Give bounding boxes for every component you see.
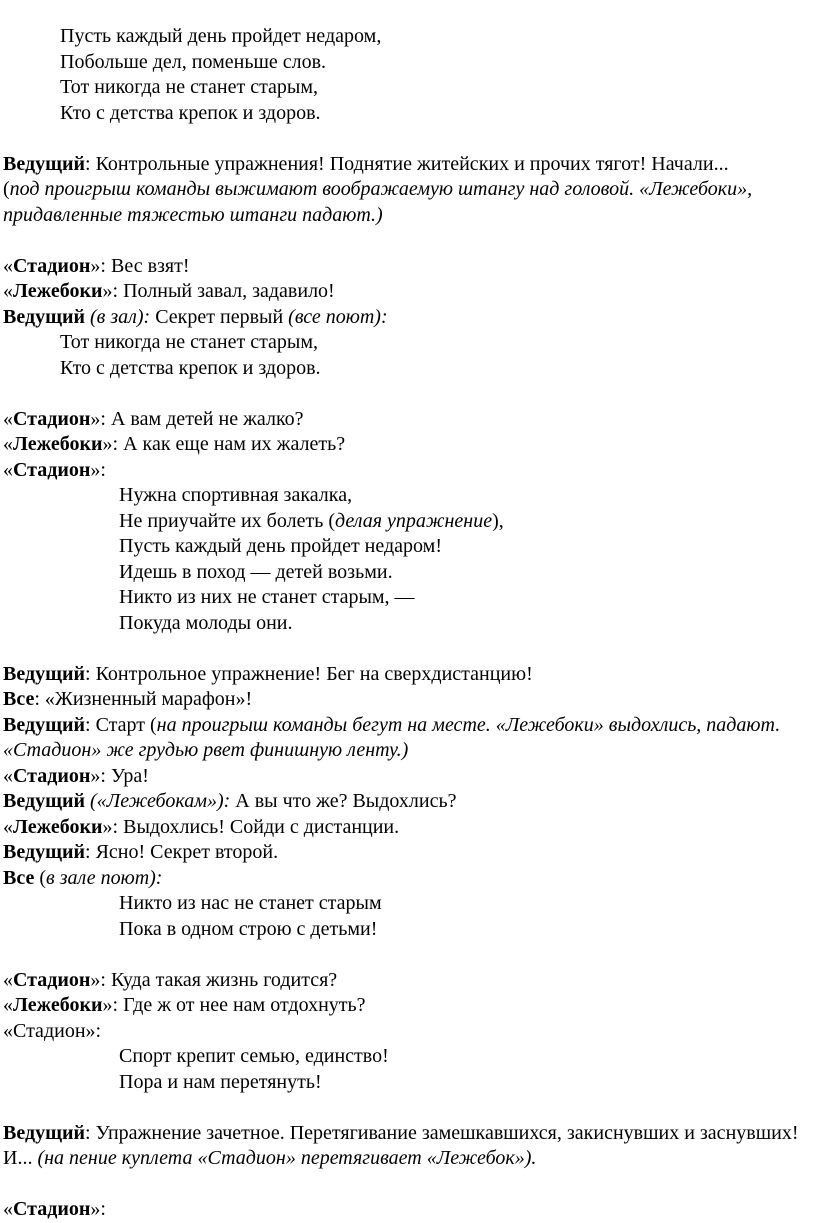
verse-line: Пусть каждый день пройдет недаром,: [60, 25, 382, 47]
verse-line: Пока в одном строю с детьми!: [119, 917, 378, 940]
stage-direction: («Лежебокам»):: [85, 790, 231, 812]
speaker-name: Стадион: [13, 407, 91, 430]
dialogue-text: :: [100, 1198, 106, 1220]
stage-direction: делая упражнение: [334, 509, 493, 532]
speaker-name: Стадион: [13, 458, 91, 481]
dialogue-line: «Стадион»:: [3, 458, 106, 481]
verse-line: Тот никогда не станет старым,: [60, 331, 319, 353]
dialogue-text: : Старт (: [85, 713, 157, 736]
dialogue-text: :: [100, 458, 106, 481]
dialogue-line: «Стадион»: Вес взят!: [3, 254, 190, 277]
speaker-name: Лежебоки: [13, 433, 103, 455]
dialogue-text: : Выдохлись! Сойди с дистанции.: [112, 815, 400, 838]
stage-direction: (все поют):: [288, 305, 388, 328]
dialogue-line: [3, 713, 803, 764]
verse-line: Никто из нас не станет старым: [119, 892, 382, 914]
verse-stanza-2: [3, 330, 803, 381]
verse-line: Покуда молоды они.: [119, 611, 293, 634]
speaker-name: Ведущий: [3, 841, 86, 863]
dialogue-text: : Ура!: [100, 764, 149, 787]
speaker-name: Стадион: [13, 764, 91, 787]
stage-direction: (в зал):: [85, 305, 151, 328]
speaker-name: Ведущий: [3, 713, 86, 736]
speaker-name: Ведущий: [3, 662, 86, 685]
dialogue-text: : Упражнение зачетное. Перетягивание замешкавшихся, закиснувших и заснувших! И...: [3, 1121, 799, 1169]
verse-line: Никто из них не станет старым, —: [119, 586, 415, 608]
stage-direction: (на пение куплета «Стадион» перетягивает «Лежебок»).: [37, 1147, 537, 1169]
paren: (: [3, 178, 10, 200]
dialogue-text: : «Жизненный марафон»!: [34, 688, 253, 710]
speaker-name: Ведущий: [3, 790, 86, 812]
verse-line: Не приучайте их болеть (делая упражнение),: [119, 509, 504, 532]
verse-line: Спорт крепит семью, единство!: [119, 1045, 389, 1067]
dialogue-line: «Лежебоки»: Выдохлись! Сойди с дистанции.: [3, 815, 400, 838]
dialogue-text: : Контрольное упражнение! Бег на сверхдистанцию!: [85, 662, 533, 685]
verse-line: Побольше дел, поменьше слов.: [60, 50, 327, 73]
stage-direction: на проигрыш команды бегут на месте. «Лежебоки» выдохлись, падают. «Стадион» же грудью рвет финишную ленту.): [3, 713, 781, 761]
dialogue-line: «Лежебоки»: Где ж от нее нам отдохнуть?: [3, 994, 366, 1016]
dialogue-text: : Где ж от нее нам отдохнуть?: [112, 994, 366, 1016]
verse-stanza-5: [3, 1044, 803, 1095]
speaker-name: Лежебоки: [13, 815, 103, 838]
dialogue-line: [3, 305, 803, 331]
dialogue-line: «Лежебоки»: Полный завал, задавило!: [3, 280, 335, 302]
verse-line: Идешь в поход — детей возьми.: [119, 560, 393, 583]
verse-line: Пора и нам перетянуть!: [119, 1070, 322, 1093]
speaker-name: Стадион: [13, 1198, 91, 1220]
dialogue-line: Все (в зале поют):: [3, 866, 163, 889]
speaker-name: Лежебоки: [13, 280, 103, 302]
speaker-name: Стадион: [13, 254, 91, 277]
dialogue-line: [3, 840, 803, 866]
verse-line: Кто с детства крепок и здоров.: [60, 101, 321, 124]
dialogue-line: «Стадион»: Куда такая жизнь годится?: [3, 968, 338, 991]
verse-line: Нужна спортивная закалка,: [119, 484, 353, 506]
dialogue-line: [3, 789, 803, 815]
stage-direction: в зале поют):: [46, 866, 163, 889]
paragraph-host-exercises: [3, 152, 803, 229]
speaker-name: Ведущий: [3, 1121, 86, 1144]
dialogue-text: : Контрольные упражнения! Поднятие житейских и прочих тягот! Начали...: [85, 152, 729, 175]
dialogue-line: «Стадион»: А вам детей не жалко?: [3, 407, 304, 430]
dialogue-line: «Стадион»:: [3, 1198, 106, 1220]
stage-direction: под проигрыш команды выжимают воображаемую штангу над головой. «Лежебоки», придавленные тяжестью штанги падают.): [3, 178, 753, 226]
dialogue-text: Секрет первый: [150, 305, 289, 328]
verse-stanza-1: [3, 24, 803, 126]
dialogue-text: А вы что же? Выдохлись?: [230, 790, 457, 812]
document-page: [3, 24, 803, 1223]
dialogue-text: : Ясно! Секрет второй.: [85, 841, 279, 863]
dialogue-text: : Вес взят!: [100, 254, 190, 277]
verse-line: Кто с детства крепок и здоров.: [60, 356, 321, 379]
speaker-name: Ведущий: [3, 305, 86, 328]
dialogue-line: [3, 662, 803, 688]
dialogue-text: : Куда такая жизнь годится?: [100, 968, 338, 991]
dialogue-line: [3, 687, 803, 713]
verse-stanza-3: [3, 483, 803, 636]
verse-line: Пусть каждый день пройдет недаром!: [119, 535, 442, 557]
speaker-name: Все: [3, 866, 35, 889]
dialogue-text: : Полный завал, задавило!: [112, 280, 335, 302]
verse-stanza-4: [3, 891, 803, 942]
dialogue-text: : А вам детей не жалко?: [100, 407, 304, 430]
dialogue-line: «Стадион»:: [3, 1019, 102, 1042]
dialogue-line: «Стадион»: Ура!: [3, 764, 149, 787]
verse-line: Тот никогда не станет старым,: [60, 76, 319, 98]
speaker-name: Лежебоки: [13, 994, 103, 1016]
speaker-name: Стадион: [13, 968, 91, 991]
paragraph-host-tug: [3, 1121, 803, 1172]
dialogue-line: «Лежебоки»: А как еще нам их жалеть?: [3, 433, 346, 455]
speaker-name: Ведущий: [3, 152, 86, 175]
dialogue-text: : А как еще нам их жалеть?: [112, 433, 346, 455]
speaker-name: Все: [3, 688, 35, 710]
